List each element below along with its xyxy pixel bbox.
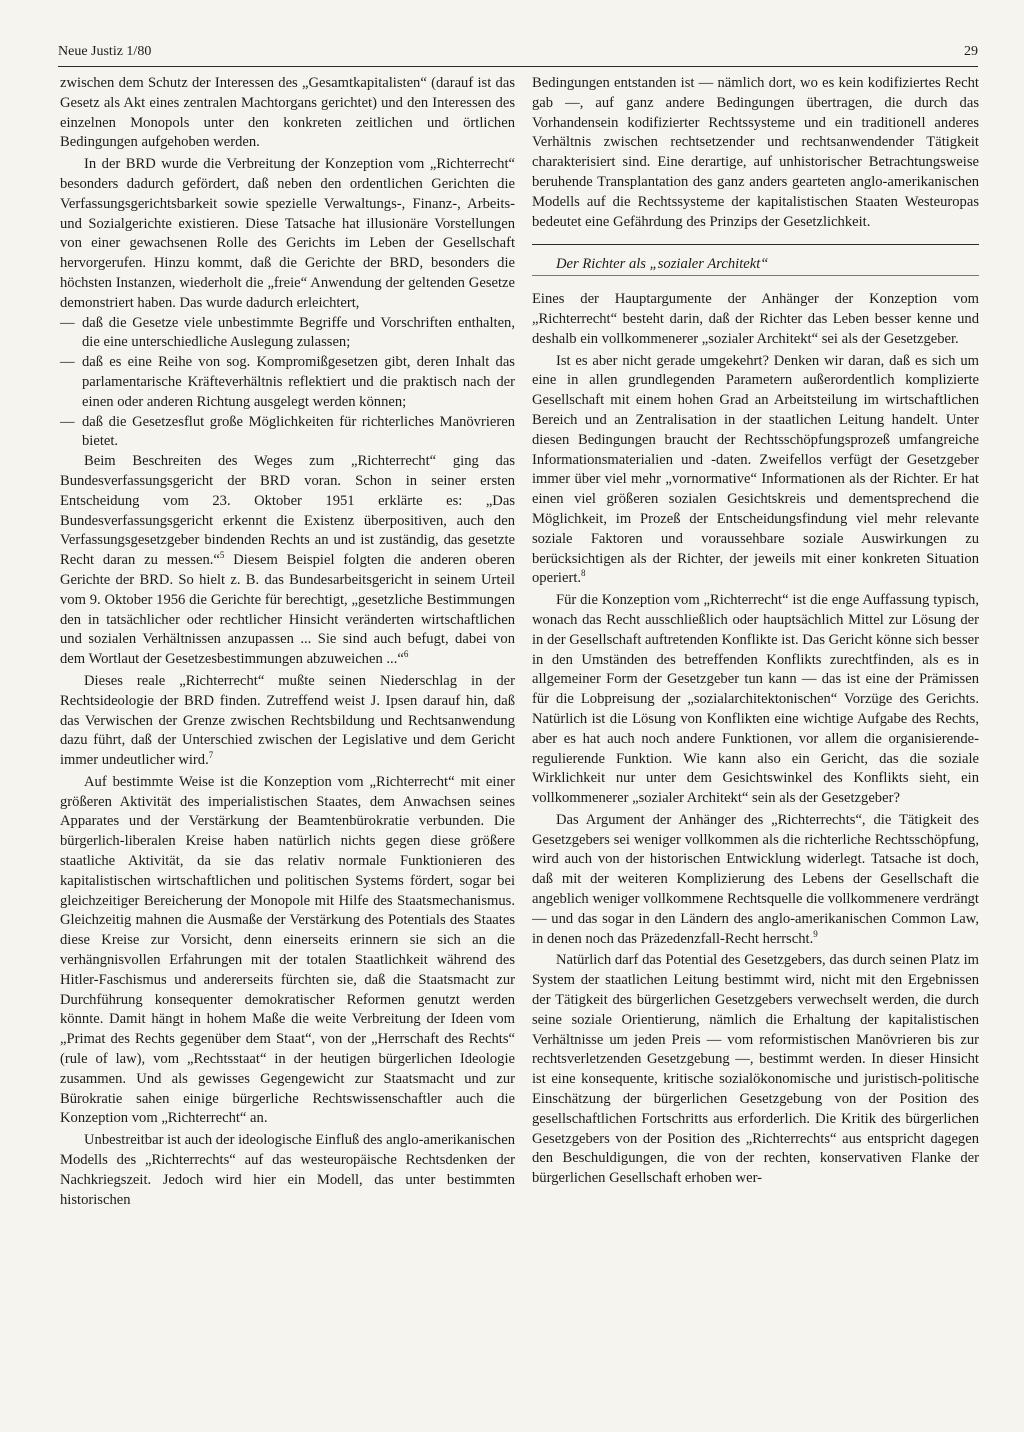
- paragraph: [60, 672, 515, 771]
- header-rule: [58, 66, 978, 67]
- dash-marker: —: [60, 354, 75, 371]
- footnote-ref: 8: [581, 568, 586, 579]
- list-item-text: daß es eine Reihe von sog. Kompromißgesetzen gibt, deren Inhalt das parlamentarische Kräfteverhältnis reflektiert und die praktisch nach der einen oder anderen Richtung ausgelegt werden können;: [82, 354, 515, 410]
- list-item-text: daß die Gesetzesflut große Möglichkeiten für richterliches Manövrieren bietet.: [82, 413, 515, 450]
- list-item: [60, 413, 515, 453]
- paragraph: [532, 352, 979, 590]
- page-number: 29: [964, 44, 978, 59]
- dash-list: [60, 314, 515, 453]
- paragraph: In der BRD wurde die Verbreitung der Konzeption vom „Richterrecht“ besonders dadurch gefördert, daß neben den ordentlichen Gerichten die Verfassungsgerichtsbarkeit sowie spezielle Verwaltungs-, Finanz-, Arbeits- und Sozialgerichte existieren. Diese Tatsache hat illusionäre Vorstellungen von einer gewachsenen Rolle des Gerichts im Leben der Gesellschaft hervorgerufen. Hinzu kommt, daß die Gerichte der BRD, besonders die höchsten Instanzen, wiederholt die „freie“ Anwendung der geltenden Gesetze demonstriert haben. Das wurde dadurch erleichtert,: [60, 156, 515, 311]
- paragraph: [60, 452, 515, 670]
- section-rule: [532, 275, 979, 276]
- dash-marker: —: [60, 314, 75, 331]
- section-heading: Der Richter als „sozialer Architekt“: [556, 256, 769, 273]
- footnote-ref: 5: [219, 550, 225, 561]
- paragraph-text: Das Argument der Anhänger des „Richterrechts“, die Tätigkeit des Gesetzgebers sei weniger vollkommen als die richterliche Rechtsschöpfung, wird auch von der historischen Entwicklung widerlegt. Tatsache ist doch, daß mit der weiteren Komplizierung des Lebens der Gesellschaft die angeblich weniger vollkommene Rechtsquelle die vollkommenere verdrängt — und das sogar in den Ländern des anglo-amerikanischen Common Law, in denen noch das Präzedenzfall-Recht herrscht.: [532, 811, 979, 947]
- paragraph-text: Diesem Beispiel folgten die anderen oberen Gerichte der BRD. So hielt z. B. das Bundesarbeitsgericht in seinem Urteil vom 9. Oktober 1956 die Gerichte für berechtigt, „gesetzliche Bestimmungen den in tatsächlicher oder rechtlicher Hinsicht veränderten wirtschaftlichen und sozialen Verhältnissen anzupassen ... Sie sind auch befugt, dabei von dem Wortlaut der Gesetzesbestimmungen abzuweichen ...“: [60, 552, 515, 668]
- paragraph-text: Dieses reale „Richterrecht“ mußte seinen Niederschlag in der Rechtsideologie der BRD finden. Zutreffend weist J. Ipsen darauf hin, daß das Verwischen der Grenze zwischen Rechtsbildung und Rechtsanwendung dazu führt, daß der Unterschied zwischen der Legislative und dem Gericht immer undeutlicher wird.: [60, 672, 515, 769]
- paragraph: Für die Konzeption vom „Richterrecht“ ist die enge Auffassung typisch, wonach das Recht ausschließlich oder hauptsächlich Mittel zur Lösung der in der Gesellschaft auftretenden Konflikte ist. Das Gericht könne sich besser in den Umständen des betreffenden Konflikts zurechtfinden, als es in allgemeiner Form der Gesetzgeber tun kann — das ist eine der Prämissen für die Lobpreisung der „sozialarchitektonischen“ Vorzüge des Gerichts. Natürlich ist die Lösung von Konflikten eine wichtige Aufgabe des Rechts, aber es hat auch noch andere Funktionen, vor allem die organisierende-regulierende Funktion. Wie kann also ein Gericht, das die soziale Wirklichkeit nur unter dem Gesichtswinkel des Konflikts sieht, ein vollkommenerer „sozialer Architekt“ sein als der Gesetzgeber?: [532, 592, 979, 807]
- list-item: [60, 353, 515, 412]
- paragraph: Auf bestimmte Weise ist die Konzeption vom „Richterrecht“ mit einer größeren Aktivität des imperialistischen Staates, dem Anwachsen seines Apparates und der Verstärkung der Beamtenbürokratie verbunden. Die bürgerlich-liberalen Kreise haben natürlich nichts gegen diese größere staatliche Aktivität, da sie das relativ normale Funktionieren des kapitalistischen wirtschaftlichen und politischen Systems fördert, sogar bei gleichzeitiger Bereicherung der Monopole mit Hilfe des Staatsmechanismus. Gleichzeitig mahnen die Ausmaße der Verstärkung des Potentials des Staates diese Kreise zur Vorsicht, denn einerseits erinnern sie sich an die verhängnisvollen Erfahrungen mit der totalen Staatlichkeit während des Hitler-Faschismus und andererseits fürchten sie, daß die Staatsmacht zur Durchführung konsequenter demokratischer Reformen genutzt werden könnte. Damit hängt in hohem Maße die weite Verbreitung der Ideen vom „Primat des Rechts gegenüber dem Staat“, von der „Herrschaft des Rechts“ (rule of law), vom „Rechtsstaat“ in der heutigen bürgerlichen Ideologie zusammen. Und als gewisses Gegengewicht zur Staatsmacht und zur Bürokratie sahen einige bürgerliche Rechtswissenschaftler auch die Konzeption vom „Richterrecht“ an.: [60, 773, 515, 1127]
- paragraph: Unbestreitbar ist auch der ideologische Einfluß des anglo-amerikanischen Modells des „Richterrechts“ auf das westeuropäische Rechtsdenken der Nachkriegszeit. Jedoch wird hier ein Modell, das unter bestimmten historischen: [60, 1132, 515, 1208]
- left-column: [60, 74, 515, 1210]
- footnote-ref: 9: [813, 928, 818, 939]
- section-rule: [532, 244, 979, 245]
- paragraph: [532, 811, 979, 950]
- paragraph: Eines der Hauptargumente der Anhänger der Konzeption vom „Richterrecht“ besteht darin, daß der Richter das Leben besser kenne und deshalb ein vollkommenerer „sozialer Architekt“ sei als der Gesetzgeber.: [532, 291, 979, 347]
- paragraph: zwischen dem Schutz der Interessen des „Gesamtkapitalisten“ (darauf ist das Gesetz als Akt eines zentralen Machtorgans gerichtet) und den Interessen des einzelnen Monopols unter den konkreten zeitlichen und örtlichen Bedingungen aufgehoben werden.: [60, 75, 515, 151]
- dash-marker: —: [60, 413, 75, 430]
- paragraph: Bedingungen entstanden ist — nämlich dort, wo es kein kodifiziertes Recht gab —, auf ganz andere Bedingungen übertragen, die durch das Vorhandensein kodifizierter Rechtssysteme und ein traditionell anderes Verhältnis zwischen rechtsetzender und rechtsanwendender Tätigkeit charakterisiert sind. Eine derartige, auf unhistorischer Betrachtungsweise beruhende Transplantation des ganz anders gearteten anglo-amerikanischen Modells auf die Rechtssysteme der kapitalistischen Staaten Westeuropas bedeutet eine Gefährdung des Prinzips der Gesetzlichkeit.: [532, 75, 979, 230]
- paragraph-text: Ist es aber nicht gerade umgekehrt? Denken wir daran, daß es sich um eine in allen grundlegenden Parametern außerordentlich komplizierte Gesellschaft mit einem hohen Grad an Arbeitsteilung im wirtschaftlichen Bereich und an Zentralisation in der staatlichen Leitung handelt. Unter diesen Bedingungen braucht der Rechtsschöpfungsprozeß umfangreiche Informationsmaterialien und -daten. Zweifellos verfügt der Gesetzgeber immer über viel mehr „vornormative“ Informationen als der Richter. Er hat einen viel größeren sozialen Gesichtskreis und dementsprechend die Möglichkeit, im Prozeß der Entscheidungsfindung viel mehr relevante soziale Faktoren und voraussehbare soziale Auswirkungen zu berücksichtigen als der Richter, der jeweils mit einer konkreten Situation operiert.: [532, 352, 979, 587]
- footnote-ref: 7: [208, 750, 214, 761]
- running-head: [58, 44, 978, 64]
- paragraph: Natürlich darf das Potential des Gesetzgebers, das durch seinen Platz im System der staatlichen Leitung bestimmt wird, nicht mit den Ergebnissen der Tätigkeit des bürgerlichen Gesetzgebers verwechselt werden, die durch seine soziale Orientierung, nämlich die Erhaltung der kapitalistischen Verhältnisse um jeden Preis — vom reformistischen Manövrieren bis zur rechtsverletzenden Gesetzgebung —, bestimmt werden. In dieser Hinsicht ist eine konsequente, kritische sozialökonomische und juristisch-politische Einschätzung der bürgerlichen Gesetzgebung von der Position des gesellschaftlichen Fortschritts aus erforderlich. Die Kritik des bürgerlichen Gesetzgebers von der Position des „Richterrechts“ aus entspricht dagegen den Beschuldigungen, die von der rechten, konservativen Flanke der bürgerlichen Gesellschaft erhoben wer-: [532, 952, 979, 1187]
- footnote-ref: 6: [403, 649, 409, 660]
- journal-title: Neue Justiz 1/80: [58, 44, 152, 59]
- list-item-text: daß die Gesetze viele unbestimmte Begriffe und Vorschriften enthalten, die eine unterschiedliche Auslegung zulassen;: [82, 314, 515, 351]
- list-item: [60, 314, 515, 354]
- paragraph-text: Beim Beschreiten des Weges zum „Richterrecht“ ging das Bundesverfassungsgericht der BRD voran. Schon in seiner ersten Entscheidung vom 23. Oktober 1951 erklärte es: „Das Bundesverfassungsgericht erkennt die Existenz überpositiven, auch den Verfassungsgesetzgeber bindenden Rechts an und ist zuständig, das gesetzte Recht daran zu messen.“: [60, 453, 515, 569]
- right-column: [532, 74, 979, 1189]
